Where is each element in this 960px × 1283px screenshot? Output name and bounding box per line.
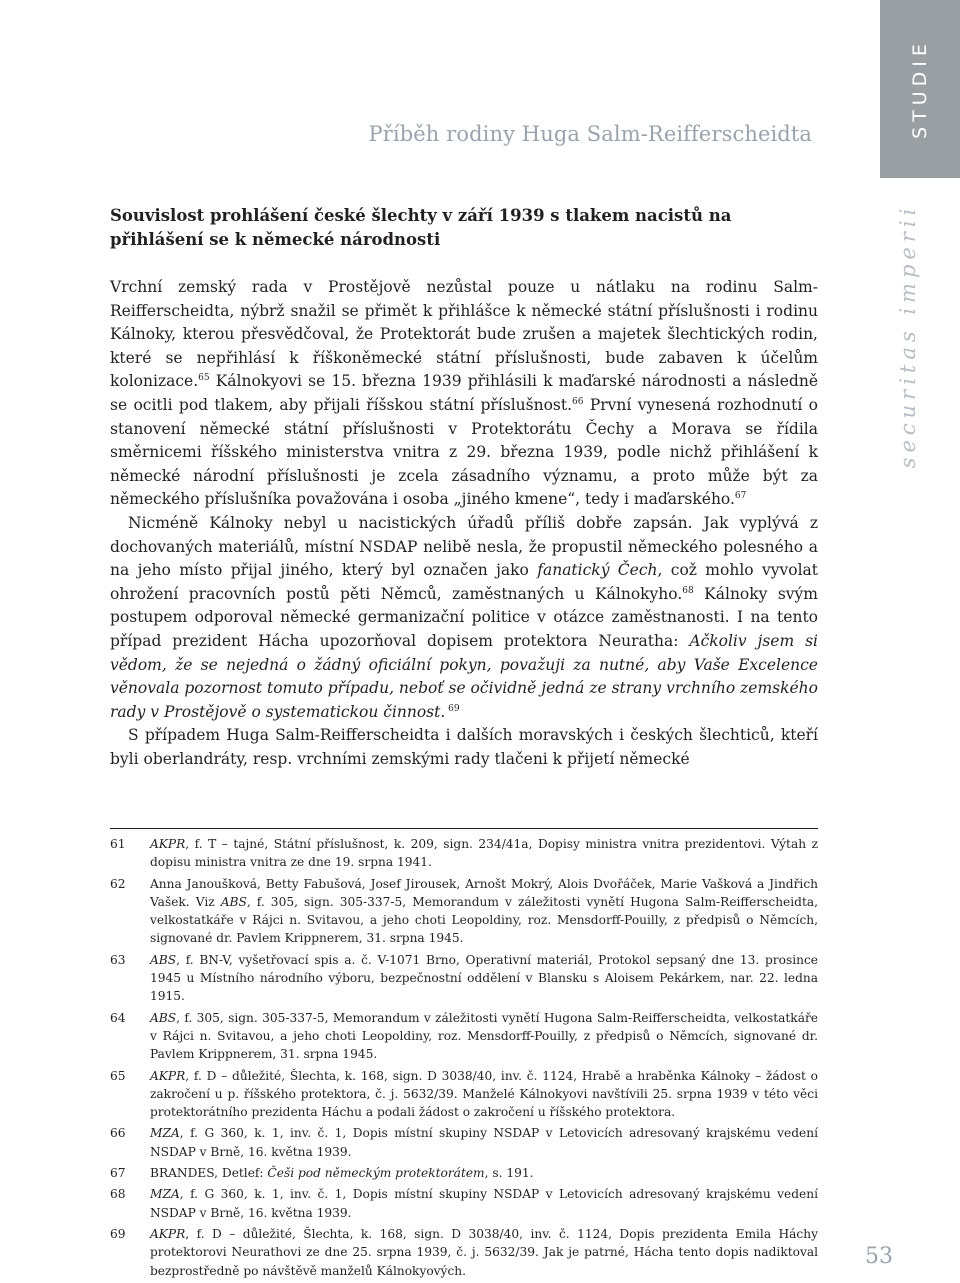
footnote-body: , s. 191. [484,1166,534,1181]
paragraph-text: , což mohlo vyvolat ohrožení pracovních postů pěti Němců, zaměstnaných u Kálnokyho. [110,561,818,603]
footnote-body: BRANDES, Detlef: [150,1166,268,1181]
footnote-text [150,1124,818,1161]
footnote-64 [110,1009,818,1064]
paragraph-1 [110,276,818,512]
footnote-number: 69 [110,1226,126,1241]
footnote-number: 62 [110,876,126,891]
footnote-ref: 67 [734,491,747,502]
paragraph-text: Nicméně Kálnoky nebyl u nacistických úřadů příliš dobře zapsán. Jak vyplývá z dochovaných materiálů, místní NSDAP nelibě nesla, že propustil německého polesného a na jeho místo přijal jiného, který byl označen jako [110,513,818,580]
footnote-number: 63 [110,952,126,967]
footnote-text [150,875,818,948]
section-tab [880,0,960,178]
quotation-text: Ačkoliv jsem si vědom, že se nejedná o žádný oficiální pokyn, považuji za nutné, aby Vaše Excelence věnovala pozornost tomuto případu, neboť se očividně jedná ze strany vrchního zemského rady v Prostějově o systematickou činnost. [110,631,818,721]
footnote-source: AKPR [150,837,186,851]
footnote-source: ABS [150,952,177,967]
footnote-number: 67 [110,1166,126,1181]
footnote-source: AKPR [150,1068,186,1083]
footnote-63 [110,951,818,1006]
footnote-number: 68 [110,1187,126,1202]
paragraph-text: Kálnoky svým postupem odporoval německé germanizační politice v otázce zaměstnanosti. I na tento případ prezident Hácha upozorňoval dopisem protektora Neuratha: [110,584,818,650]
footnote-ref: 68 [682,585,694,596]
page-number: 53 [865,1244,893,1269]
footnote-number: 66 [110,1126,126,1141]
footnote-source: Češi pod německým protektorátem [267,1166,485,1181]
footnote-ref: 65 [198,373,210,384]
footnote-body: , f. 305, sign. 305-337-5, Memorandum v záležitosti vynětí Hugona Salm-Reifferscheidta, velkostatkáře v Rájci n. Svitavou, a jeho choti Leopoldiny, roz. Mensdorff-Pouilly, z předpisů o Němcích, signované dr. Pavlem Krippnerem, 31. srpna 1945. [150,894,819,946]
footnote-body: , f. D – důležité, Šlechta, k. 168, sign. D 3038/40, inv. č. 1124, Dopis prezidenta Emila Háchy protektorovi Neurathovi ze dne 25. srpna 1939, č. j. 5632/39. Jak je patrné, Hácha tento dopis nadiktoval bezprostředně po návštěvě manželů Kálnokyových. [150,1226,818,1278]
footnote-body: , f. 305, sign. 305-337-5, Memorandum v záležitosti vynětí Hugona Salm-Reifferscheidta, velkostatkáře v Rájci n. Svitavou, a jeho choti Leopoldiny, roz. Mensdorff-Pouilly, z předpisů o Němcích, signované dr. Pavlem Krippnerem, 31. srpna 1945. [150,1010,818,1062]
paragraph-text: Kálnokyovi se 15. března 1939 přihlásili k maďarské národnosti a následně se ocitli pod tlakem, aby přijali říšskou státní příslušnost. [110,372,818,414]
footnote-body: , f. G 360, k. 1, inv. č. 1, Dopis místní skupiny NSDAP v Letovicích adresovaný krajskému vedení NSDAP v Brně, 16. května 1939. [150,1126,818,1159]
footnote-source: AKPR [150,1226,186,1241]
footnote-text [150,1009,818,1064]
footnote-text [150,1164,818,1182]
footnotes [110,835,818,1283]
section-tab-label: STUDIE [909,39,931,139]
paragraph-text: S případem Huga Salm-Reifferscheidta i dalších moravských i českých šlechticů, kteří byli oberlandráty, resp. vrchními zemskými rady tlačeni k přijetí německé [110,726,818,768]
footnote-number: 61 [110,837,126,851]
footnote-ref: 66 [572,396,584,407]
journal-watermark-label: securitas imperii [896,203,920,469]
footnote-number: 64 [110,1010,126,1025]
footnote-text [150,951,818,1006]
footnote-divider [110,828,818,829]
footnote-source: MZA [150,1187,180,1202]
paragraph-3 [110,724,818,771]
footnote-61 [110,835,818,872]
footnote-66 [110,1124,818,1161]
footnote-body: , f. G 360, k. 1, inv. č. 1, Dopis místní skupiny NSDAP v Letovicích adresovaný krajskému vedení NSDAP v Brně, 16. května 1939. [150,1187,818,1220]
emphasis-text: fanatický Čech [537,561,658,580]
footnote-source: ABS [220,894,247,909]
footnote-text [150,1185,818,1222]
footnote-65 [110,1067,818,1122]
running-head: Příběh rodiny Huga Salm-Reifferscheidta [368,122,812,146]
footnote-body: , f. BN-V, vyšetřovací spis a. č. V-1071 Brno, Operativní materiál, Protokol sepsaný dne 13. prosince 1945 u Místního národního výboru, bezpečnostní oddělení v Blansku s Aloisem Pekárkem, nar. 22. ledna 1915. [150,952,818,1004]
journal-watermark [888,186,928,486]
paragraph-2 [110,512,818,724]
paragraph-text: První vynesená rozhodnutí o stanovení německé státní příslušnosti v Protektorátu Čechy a Morava se řídila směrnicemi říšského ministerstva vnitra z 29. března 1939, podle nichž přihlášení k německé národní příslušnosti je zcela zásadního významu, a proto může být za německého příslušníka považována i osoba „jiného kmene“, tedy i maďarského. [110,395,819,509]
footnote-67 [110,1164,818,1182]
footnote-body: , f. T – tajné, Státní příslušnost, k. 209, sign. 234/41a, Dopisy ministra vnitra prezidentovi. Výtah z dopisu ministra vnitra ze dne 19. srpna 1941. [150,837,818,870]
footnote-62 [110,875,818,948]
footnote-body: , f. D – důležité, Šlechta, k. 168, sign. D 3038/40, inv. č. 1124, Hrabě a hraběnka Kálnoky – žádost o zakročení u p. říšského protektora, č. j. 5632/39. Manželé Kálnokyovi navštívili 25. srpna 1939 v této věci protektorátního prezidenta Háchu a podali žádost o zakročení u říšského protektora. [150,1068,818,1120]
footnote-ref: 69 [445,703,460,714]
footnote-text [150,835,818,872]
footnote-text [150,1067,818,1122]
footnote-source: MZA [150,1126,180,1141]
footnote-number: 65 [110,1068,126,1083]
article-body [110,204,818,771]
paragraph-text: Vrchní zemský rada v Prostějově nezůstal pouze u nátlaku na rodinu Salm-Reifferscheidta, nýbrž snažil se přimět k přihlášce k německé státní příslušnosti i rodinu Kálnoky, kterou přesvědčoval, že Protektorát bude zrušen a majetek šlechtických rodin, které se nepřihlásí k říškoněmecké státní příslušnosti, bude zabaven k účelům kolonizace. [110,278,818,391]
footnote-source: ABS [150,1010,177,1025]
footnote-68 [110,1185,818,1222]
section-title: Souvislost prohlášení české šlechty v září 1939 s tlakem nacistů na přihlášení se k německé národnosti [110,206,732,249]
footnote-body: Anna Janoušková, Betty Fabušová, Josef Jirousek, Arnošt Mokrý, Alois Dvořáček, Marie Vašková a Jindřich Vašek. Viz [150,876,818,909]
